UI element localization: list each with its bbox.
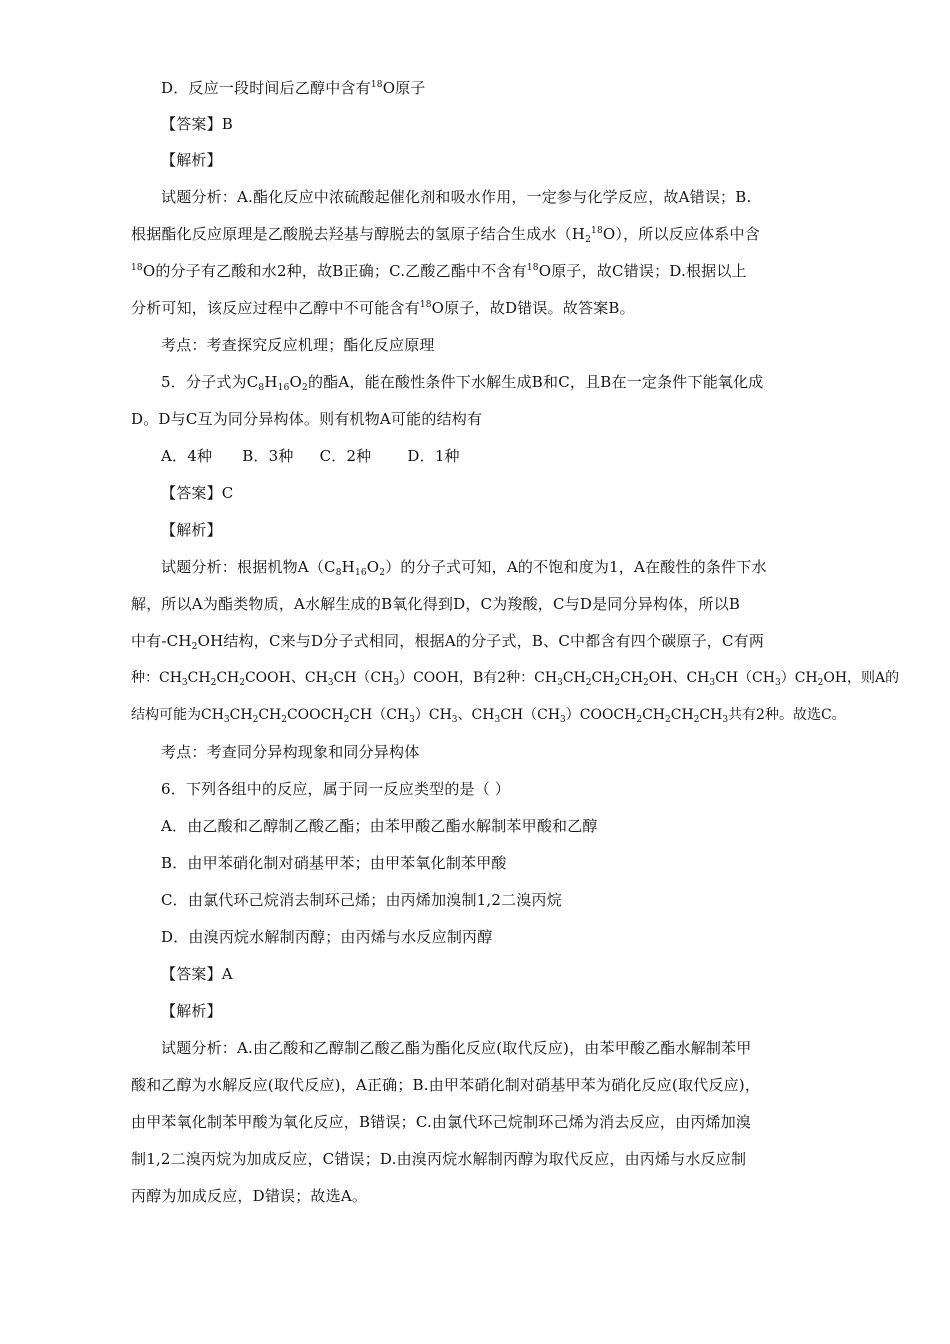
subscript: 16 [354,568,367,578]
text: O原子，故C错误；D.根据以上 [538,262,747,280]
text: CH [187,670,211,686]
q4-option-d [161,77,851,99]
subscript: 2 [239,678,245,688]
subscript: 3 [722,715,729,725]
text: CH（CH [349,707,410,723]
q6-option-c: C．由氯代环己烷消去制环己烯；由丙烯加溴制1,2二溴丙烷 [161,891,562,909]
text: CH [258,707,282,723]
text: 结构可能为CH [131,707,224,723]
q6-analysis-line-3: 由甲苯氧化制苯甲酸为氧化反应，B错误；C.由氯代环己烷制环己烯为消去反应，由丙烯加溴 [131,1113,752,1131]
q6-analysis-label: 【解析】 [161,1002,222,1020]
subscript: 2 [585,678,592,688]
subscript: 2 [643,678,649,688]
q5-analysis-line-1 [161,556,851,578]
subscript: 3 [223,715,230,725]
q6-option-b: B．由甲苯硝化制对硝基甲苯；由甲苯氧化制苯甲酸 [161,854,507,872]
subscript: 3 [709,678,716,688]
q6-option-a: A．由乙酸和乙醇制乙酸乙酯；由苯甲酸乙酯水解制苯甲酸和乙醇 [161,817,598,835]
superscript: 18 [131,263,143,273]
subscript: 3 [451,715,458,725]
subscript: 3 [494,715,501,725]
text: ）CH [780,670,818,686]
subscript: 2 [665,715,671,725]
text: CH（CH [500,707,561,723]
q5-analysis-line-4 [131,667,900,689]
text: CH [229,707,253,723]
q6-analysis-line-4: 制1,2二溴丙烷为加成反应，C错误；D.由溴丙烷水解制丙醇为取代反应，由丙烯与水反应制 [131,1150,747,1168]
text: CH [216,670,240,686]
subscript: 2 [191,642,198,652]
text: 共有2种。故选C。 [728,707,846,723]
q5-analysis-label: 【解析】 [161,521,222,539]
text: O的分子有乙酸和水2种，故B正确；C.乙酸乙酯中不含有 [142,262,527,280]
text: O原子，故D错误。故答案B。 [431,299,635,317]
q5-option-d: D．1种 [407,447,460,465]
text: H [264,373,278,391]
q5-option-a: A．4种 [161,447,213,465]
text: CH [642,707,666,723]
q5-answer: 【答案】C [161,484,234,502]
text: 中有-CH [131,632,192,650]
text: O [289,373,302,391]
text: H [341,558,355,576]
text: ）COOH，B有2种：CH [399,670,558,686]
text: 、CH [457,707,495,723]
text: OH、CH [648,670,710,686]
subscript: 2 [379,568,386,578]
q5-options [161,445,851,467]
subscript: 2 [343,715,350,725]
text: 分析可知，该反应过程中乙醇中不可能含有 [131,299,420,317]
subscript: 3 [327,678,334,688]
q6-answer: 【答案】A [161,965,233,983]
q6-analysis-line-1: 试题分析：A.由乙酸和乙醇制乙酸乙酯为酯化反应(取代反应)，由苯甲酸乙酯水解制苯甲 [161,1039,752,1057]
text: COOH、CH [244,670,328,686]
text: CH [591,670,615,686]
text: ）COOCH [565,707,637,723]
subscript: 16 [277,383,290,393]
text: CH [620,670,644,686]
superscript: 18 [419,300,432,310]
q5-stem-line-1 [161,371,851,393]
text: 5．分子式为C [161,373,259,391]
q5-analysis-line-5 [131,704,846,726]
text: 试题分析：根据机物A（C [161,558,336,576]
subscript: 3 [181,678,188,688]
q5-stem-line-2: D。D与C互为同分异构体。则有机物A可能的结构有 [131,410,483,428]
text: 根据酯化反应原理是乙酸脱去羟基与醇脱去的氢原子结合生成水（H [131,225,586,243]
q4-kaodian: 考点：考查探究反应机理；酯化反应原理 [161,336,435,354]
text: CH [670,707,694,723]
q6-stem: 6．下列各组中的反应，属于同一反应类型的是（ ） [161,780,511,798]
subscript: 3 [774,678,781,688]
subscript: 2 [817,678,824,688]
text: COOCH [286,707,344,723]
text: CH（CH [715,670,775,686]
subscript: 2 [281,715,287,725]
superscript: 18 [591,226,603,236]
subscript: 8 [335,568,342,578]
q4-answer: 【答案】B [161,115,234,133]
text: O [366,558,380,576]
q4-analysis-line-1: 试题分析：A.酯化反应中浓硫酸起催化剂和吸水作用，一定参与化学反应，故A错误；B. [161,188,752,206]
q5-option-b: B．3种 [242,447,294,465]
text: O原子 [382,79,426,97]
subscript: 3 [409,715,415,725]
q6-option-d: D．由溴丙烷水解制丙醇；由丙烯与水反应制丙醇 [161,928,493,946]
text: 的酯A，能在酸性条件下水解生成B和C，且B在一定条件下能氧化成 [307,373,764,391]
q5-analysis-line-2: 解，所以A为酯类物质，A水解生成的B氧化得到D，C为羧酸，C与D是同分异构体，所以B [131,595,741,613]
subscript: 2 [636,715,643,725]
q6-analysis-line-2: 酸和乙醇为水解反应(取代反应)，A正确；B.由甲苯硝化制对硝基甲苯为硝化反应(取代反应)， [131,1076,761,1094]
subscript: 2 [210,678,217,688]
q4-analysis-line-4 [131,297,821,319]
text: OH结构，C来与D分子式相同，根据A的分子式，B、C中都含有四个碳原子，C有两 [197,632,765,650]
text: CH [562,670,586,686]
q6-analysis-line-5: 丙醇为加成反应，D错误；故选A。 [131,1187,368,1205]
subscript: 2 [693,715,700,725]
text: 种：CH [131,670,182,686]
superscript: 18 [526,263,539,273]
q4-analysis-line-3 [131,260,821,282]
text: ）CH [414,707,452,723]
q5-analysis-line-3 [131,630,821,652]
q5-option-c: C．2种 [319,447,372,465]
subscript: 2 [252,715,259,725]
superscript: 18 [370,80,383,90]
subscript: 3 [560,715,566,725]
subscript: 3 [393,678,400,688]
text: O），所以反应体系中含 [602,225,760,243]
q5-kaodian: 考点：考查同分异构现象和同分异构体 [161,743,420,761]
subscript: 8 [258,383,265,393]
text: ）的分子式可知，A的不饱和度为1，A在酸性的条件下水 [385,558,767,576]
subscript: 2 [614,678,621,688]
q4-analysis-line-2 [131,223,821,245]
subscript: 2 [302,383,308,393]
text: D．反应一段时间后乙醇中含有 [161,79,371,97]
text: OH，则A的 [823,670,900,686]
q4-analysis-label: 【解析】 [161,151,222,169]
text: CH [699,707,723,723]
text: CH（CH [333,670,394,686]
subscript: 3 [557,678,563,688]
subscript: 2 [585,235,592,245]
